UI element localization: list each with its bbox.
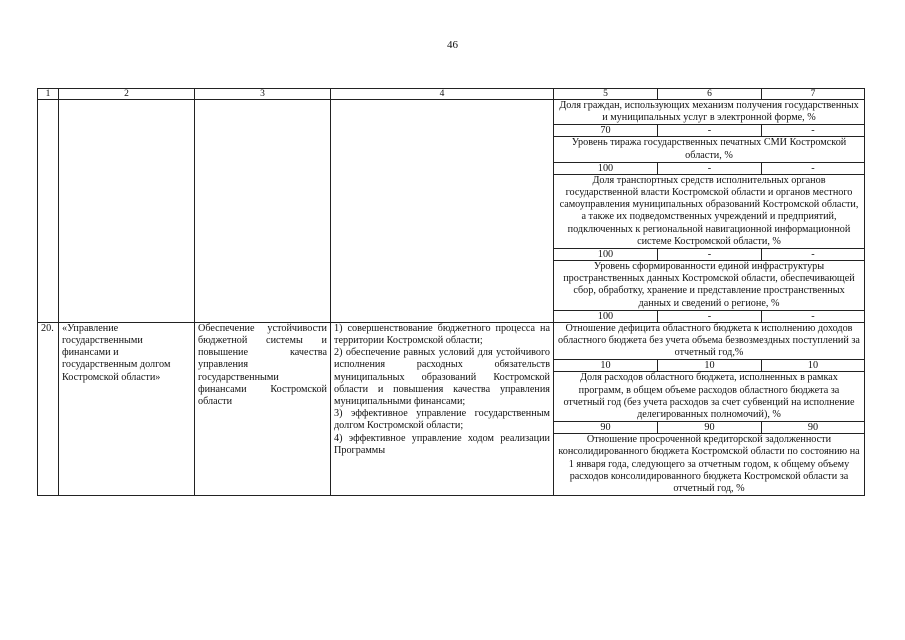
indicator-value: 90 [658, 422, 762, 434]
indicator-text: Уровень сформированности единой инфраструктуры пространственных данных Костромской области, обеспечивающей сбор, обработку, хранение и представление пространственных данных и сведений о регионе, % [554, 261, 865, 311]
indicator-text: Доля граждан, использующих механизм получения государственных и муниципальных услуг в электронной форме, % [554, 100, 865, 125]
header-col-6: 6 [658, 89, 762, 100]
cont-col-1 [38, 100, 59, 323]
page-number: 46 [447, 39, 458, 51]
cont-col-4 [331, 100, 554, 323]
indicator-text: Доля расходов областного бюджета, исполненных в рамках программ, в общем объеме расходов областного бюджета за отчетный год (без учета расходов за счет субвенций на исполнение делегированных полномочий), % [554, 372, 865, 422]
indicator-value: 10 [554, 360, 658, 372]
indicator-value: - [658, 310, 762, 322]
indicator-text: Доля транспортных средств исполнительных органов государственной власти Костромской области и органов местного самоуправления муниципальных образований Костромской области, а также их подведомственных учреждений и предприятий, подключенных к региональной навигационной информационной системе Костромской области, % [554, 174, 865, 248]
indicator-text: Отношение просроченной кредиторской задолженности консолидированного бюджета Костромской области по состоянию на 1 января года, следующего за отчетным годом, к общему объему расходов консолидированного бюджета Костромской области за отчетный год, % [554, 434, 865, 496]
program-goal: Обеспечение устойчивости бюджетной системы и повышение качества управления государственными финансами Костромской области [195, 322, 331, 495]
header-col-2: 2 [59, 89, 195, 100]
indicator-text: Отношение дефицита областного бюджета к исполнению доходов областного бюджета без учета объема безвозмездных поступлений за отчетный год,% [554, 322, 865, 360]
indicator-value: 100 [554, 249, 658, 261]
header-col-4: 4 [331, 89, 554, 100]
indicator-value: - [762, 162, 865, 174]
header-col-7: 7 [762, 89, 865, 100]
indicator-value: 70 [554, 125, 658, 137]
header-row [38, 89, 865, 100]
program-table [37, 88, 865, 496]
indicator-value: 10 [658, 360, 762, 372]
indicator-value: - [762, 249, 865, 261]
indicator-value: 100 [554, 310, 658, 322]
indicator-value: 90 [554, 422, 658, 434]
indicator-value: 10 [762, 360, 865, 372]
indicator-value: - [658, 162, 762, 174]
program-name: «Управление государственными финансами и государственным долгом Костромской области» [59, 322, 195, 495]
indicator-value: 100 [554, 162, 658, 174]
cont-col-2 [59, 100, 195, 323]
indicator-value: - [658, 125, 762, 137]
indicator-value: - [762, 310, 865, 322]
program-tasks: 1) совершенствование бюджетного процесса на территории Костромской области; 2) обеспечение равных условий для устойчивого исполнения расходных обязательств муниципальных образований Костромской области и повышения качества управления муниципальными финансами; 3) эффективное управление государственным долгом Костромской области; 4) эффективное управление ходом реализации Программы [331, 322, 554, 495]
indicator-text: Уровень тиража государственных печатных СМИ Костромской области, % [554, 137, 865, 162]
cont-col-3 [195, 100, 331, 323]
header-col-1: 1 [38, 89, 59, 100]
indicator-value: 90 [762, 422, 865, 434]
header-col-5: 5 [554, 89, 658, 100]
row-number: 20. [38, 322, 59, 495]
indicator-value: - [658, 249, 762, 261]
indicator-value: - [762, 125, 865, 137]
header-col-3: 3 [195, 89, 331, 100]
